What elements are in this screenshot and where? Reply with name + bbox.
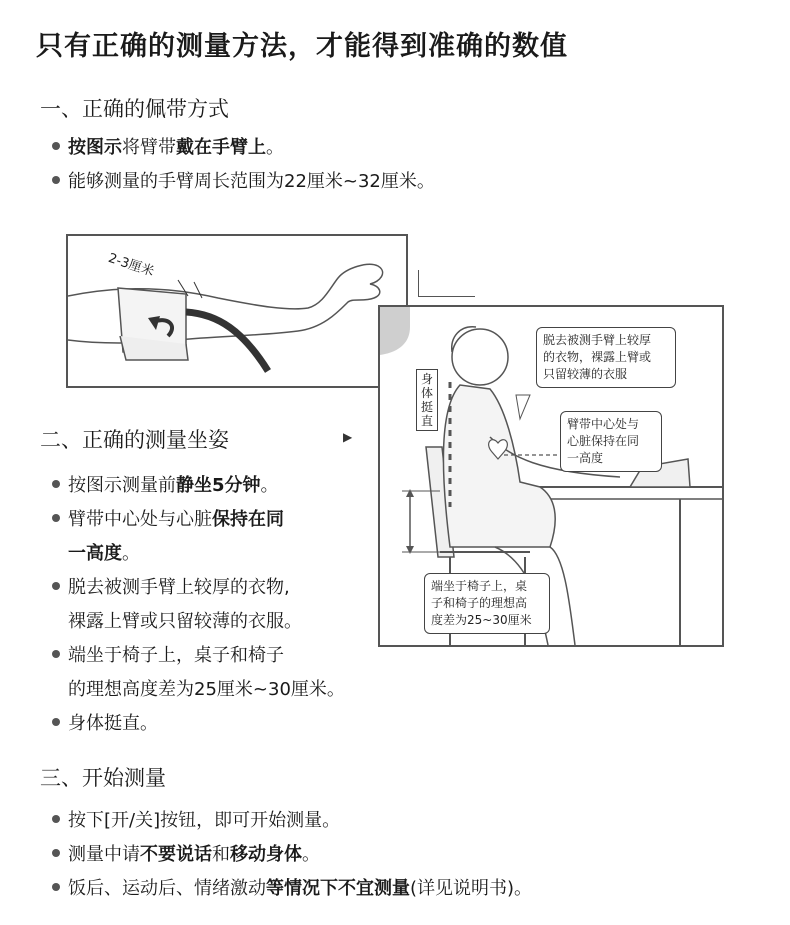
section3-list [52, 804, 532, 906]
list-item [52, 165, 435, 199]
bullet-dot-icon [52, 142, 60, 150]
note-height-line: 端坐于椅子上，桌 [431, 579, 528, 593]
list-item [52, 639, 345, 673]
bold-text: 静坐5分钟 [176, 475, 261, 496]
text-segment: 。 [302, 844, 320, 865]
text-segment: 裸露上臂或只留较薄的衣服。 [68, 611, 302, 632]
section2-list [52, 469, 345, 741]
corner-mark [418, 270, 475, 297]
bullet-dot-icon [52, 815, 60, 823]
section1-title: 一、正确的佩带方式 [40, 97, 229, 121]
list-item [52, 503, 345, 537]
bullet-dot-icon [52, 514, 60, 522]
list-item [52, 707, 345, 741]
text-segment: 按图示测量前 [68, 475, 176, 496]
note-clothes-line: 的衣物，裸露上臂或 [543, 350, 652, 364]
text-segment: 的理想高度差为25厘米~30厘米。 [68, 679, 345, 700]
page-title: 只有正确的测量方法，才能得到准确的数值 [36, 31, 568, 62]
text-segment: 身体挺直。 [68, 713, 158, 734]
list-item [52, 838, 532, 872]
list-item [52, 804, 532, 838]
note-clothes [536, 327, 676, 388]
text-segment: 。 [260, 475, 279, 496]
note-heart-line: 一高度 [567, 451, 604, 465]
arm-cuff-figure [66, 234, 408, 388]
list-item [52, 131, 435, 165]
text-segment: (详见说明书)。 [410, 878, 533, 899]
section3-title: 三、开始测量 [40, 766, 166, 790]
text-segment: 脱去被测手臂上较厚的衣物, [68, 577, 290, 598]
body-label-char: 直 [420, 414, 433, 428]
section2-title: 二、正确的测量坐姿 [40, 428, 229, 452]
note-heart-level [560, 411, 662, 472]
list-item [52, 571, 345, 605]
note-clothes-line: 脱去被测手臂上较厚 [543, 333, 652, 347]
text-segment: 端坐于椅子上，桌子和椅子 [68, 645, 284, 666]
note-height-line: 子和椅子的理想高 [431, 596, 528, 610]
text-segment: 。 [266, 137, 284, 158]
list-item [52, 872, 532, 906]
note-height-diff [424, 573, 550, 634]
body-label-char: 体 [420, 386, 433, 400]
note-heart-line: 臂带中心处与 [567, 417, 640, 431]
bold-text: 按图示 [68, 137, 122, 158]
note-height-line: 度差为25~30厘米 [431, 613, 532, 627]
text-segment: 和 [212, 844, 230, 865]
list-item-continuation [52, 605, 345, 639]
bold-text: 等情况下不宜测量 [266, 878, 410, 899]
bullet-dot-icon [52, 650, 60, 658]
bullet-dot-icon [52, 582, 60, 590]
bullet-dot-icon [52, 480, 60, 488]
list-item-continuation [52, 537, 345, 571]
text-segment: 臂带中心处与心脏 [68, 509, 212, 530]
play-arrow-icon: ▶ [343, 430, 353, 444]
text-segment: 测量中请 [68, 844, 140, 865]
bullet-dot-icon [52, 176, 60, 184]
posture-figure [378, 305, 724, 647]
bold-text: 不要说话 [140, 844, 212, 865]
bold-text: 保持在同 [212, 509, 284, 530]
body-label-char: 挺 [420, 400, 433, 414]
bold-text: 一高度 [68, 543, 122, 564]
bullet-dot-icon [52, 718, 60, 726]
text-segment: 按下[开/关]按钮，即可开始测量。 [68, 810, 341, 831]
body-straight-label [416, 369, 438, 431]
cuff-distance-label: 2-3厘米 [106, 250, 156, 280]
text-segment: 。 [122, 543, 140, 564]
text-segment: 将臂带 [122, 137, 176, 158]
note-heart-line: 心脏保持在同 [567, 434, 640, 448]
text-segment: 饭后、运动后、情绪激动 [68, 878, 266, 899]
bullet-dot-icon [52, 849, 60, 857]
body-label-char: 身 [420, 372, 433, 386]
bold-text: 戴在手臂上 [176, 137, 266, 158]
bold-text: 移动身体 [230, 844, 302, 865]
bullet-dot-icon [52, 883, 60, 891]
note-clothes-line: 只留较薄的衣服 [543, 367, 628, 381]
section1-list [52, 131, 435, 199]
list-item [52, 469, 345, 503]
list-item-continuation [52, 673, 345, 707]
text-segment: 能够测量的手臂周长范围为22厘米~32厘米。 [68, 171, 435, 192]
